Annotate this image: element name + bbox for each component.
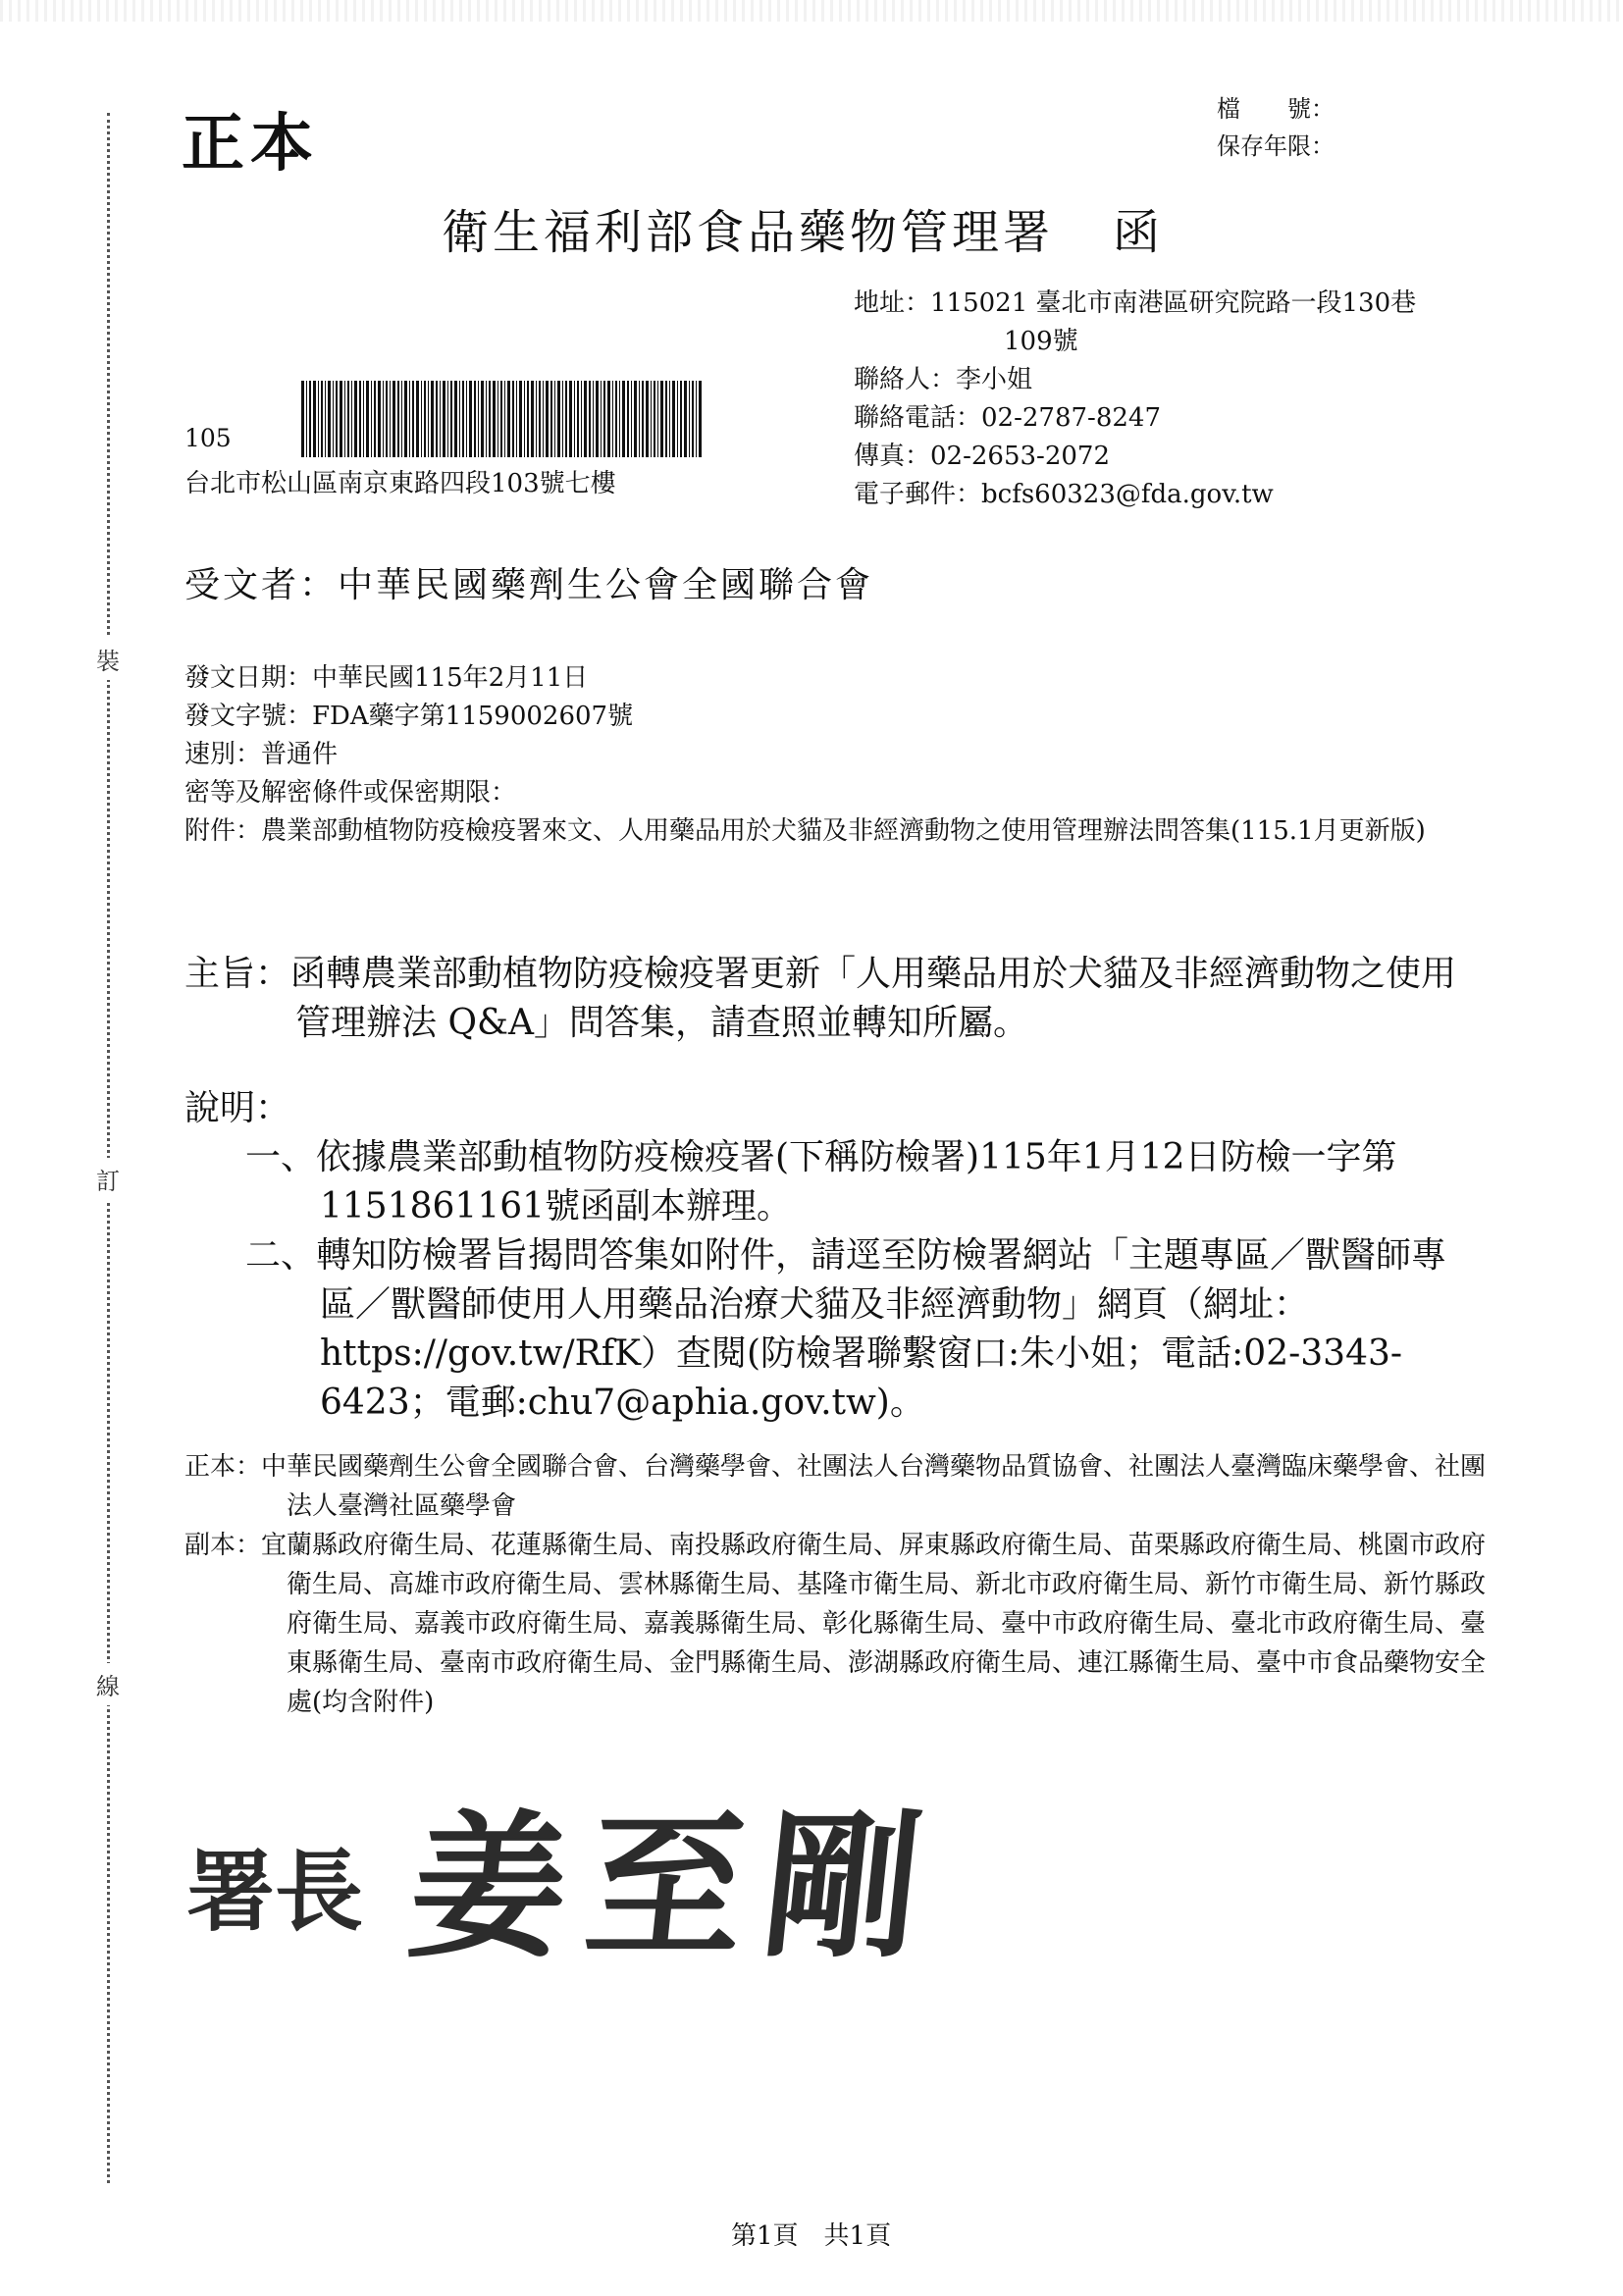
page-number: 第1頁 [731, 2221, 799, 2251]
recipient: 受文者：中華民國藥劑生公會全國聯合會 [184, 565, 874, 605]
page-total: 共1頁 [823, 2221, 892, 2251]
contact-email: 電子郵件：bcfs60323@fda.gov.tw [854, 480, 1274, 509]
explanation-heading: 說明： [184, 1088, 291, 1128]
original-recipients: 正本：中華民國藥劑生公會全國聯合會、台灣藥學會、社團法人台灣藥物品質協會、社團法人臺灣臨床藥學會、社團法人臺灣社區藥學會 [184, 1452, 1487, 1521]
original-copy-mark: 正本 [182, 107, 319, 181]
contact-block [854, 285, 1521, 514]
contact-address: 地址：115021 臺北市南港區研究院路一段130巷 [854, 288, 1417, 318]
contact-phone: 聯絡電話：02-2787-8247 [854, 403, 1161, 433]
explanation-section [184, 1084, 1480, 1428]
signature-name: 姜至剛 [400, 1795, 951, 1979]
security-level: 密等及解密條件或保密期限： [184, 778, 517, 808]
contact-person: 聯絡人：李小姐 [854, 365, 1033, 394]
mailing-zip: 105 [184, 424, 232, 452]
binding-mark-xian: 線 [96, 1663, 120, 1705]
contact-fax: 傳真：02-2653-2072 [854, 442, 1110, 471]
retention-label: 保存年限： [1217, 132, 1335, 160]
signature-title: 署長 [186, 1840, 363, 1944]
mailing-address: 台北市松山區南京東路四段103號七樓 [184, 469, 616, 498]
contact-address-cont: 109號 [1004, 327, 1078, 356]
speed-class: 速別：普通件 [184, 740, 339, 769]
attachment: 附件：農業部動植物防疫檢疫署來文、人用藥品用於犬貓及非經濟動物之使用管理辦法問答集(115.1月更新版) [184, 816, 1426, 846]
scan-noise [0, 0, 1623, 22]
agency-name: 衛生福利部食品藥物管理署 [442, 205, 1055, 260]
copy-recipients: 副本：宜蘭縣政府衛生局、花蓮縣衛生局、南投縣政府衛生局、屏東縣政府衛生局、苗栗縣政府衛生局、桃園市政府衛生局、高雄市政府衛生局、雲林縣衛生局、基隆市衛生局、新北市政府衛生局、新竹市衛生局、新竹縣政府衛生局、嘉義市政府衛生局、嘉義縣衛生局、彰化縣衛生局、臺中市政府衛生局、臺北市政府衛生局、臺東縣衛生局、臺南市政府衛生局、金門縣衛生局、澎湖縣政府衛生局、連江縣衛生局、臺中市食品藥物安全處(均含附件) [184, 1531, 1487, 1717]
archive-info [1217, 90, 1335, 165]
binding-line [107, 113, 110, 2183]
distribution-section [184, 1447, 1490, 1722]
subject-section [184, 950, 1480, 1048]
document-meta [184, 659, 1480, 851]
issue-date: 發文日期：中華民國115年2月11日 [184, 663, 589, 693]
barcode [301, 381, 704, 457]
document-number: 發文字號：FDA藥字第1159002607號 [184, 702, 634, 731]
archive-number-label: 檔 號： [1217, 95, 1335, 123]
subject-text: 主旨：函轉農業部動植物防疫檢疫署更新「人用藥品用於犬貓及非經濟動物之使用管理辦法 Q&A」問答集，請查照並轉知所屬。 [184, 954, 1457, 1043]
document-type: 函 [1113, 205, 1165, 260]
document-title [442, 194, 1164, 262]
page-footer [731, 2216, 891, 2252]
binding-mark-zhuang: 裝 [96, 638, 120, 680]
binding-mark-ding: 訂 [96, 1158, 120, 1200]
explanation-item: 一、依據農業部動植物防疫檢疫署(下稱防檢署)115年1月12日防檢一字第1151861161號函副本辦理。 [245, 1137, 1397, 1226]
explanation-item: 二、轉知防檢署旨揭問答集如附件，請逕至防檢署網站「主題專區／獸醫師專區／獸醫師使用人用藥品治療犬貓及非經濟動物」網頁（網址：https://gov.tw/RfK）查閱(防檢署聯繫窗口:朱小姐；電話:02-3343-6423；電郵:chu7@aphia.gov.tw)。 [245, 1235, 1447, 1423]
